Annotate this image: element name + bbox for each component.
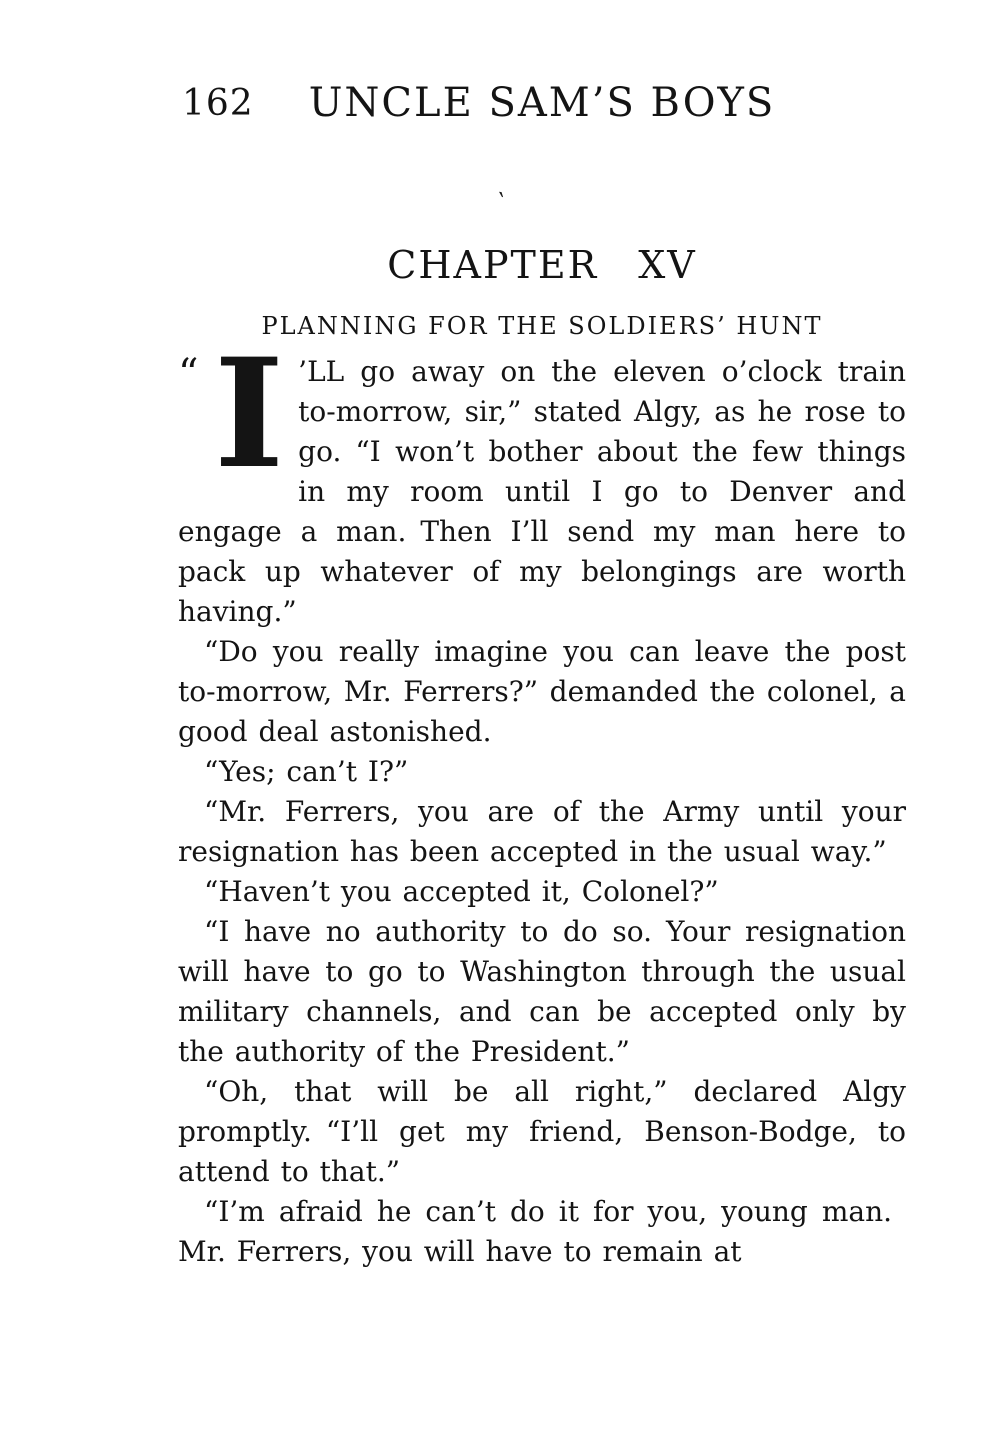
paragraph — [178, 792, 906, 872]
scan-artifact-mark: ‵ — [494, 187, 505, 219]
dropcap-letter: I — [214, 326, 285, 502]
paragraph — [178, 872, 906, 912]
paragraph — [178, 632, 906, 752]
running-title: UNCLE SAM’S BOYS — [308, 80, 776, 126]
opening-quote-mark: “ — [178, 351, 197, 397]
paragraph-text: “Yes; can’t I?” — [204, 755, 409, 788]
paragraph — [178, 1192, 906, 1272]
paragraph-text: “I have no authority to do so. Your resignation will have to go to Washington through the usual military channels, and can be accepted only by the authority of the President.” — [178, 915, 906, 1068]
paragraph-text: “Haven’t you accepted it, Colonel?” — [204, 875, 719, 908]
page-header — [178, 80, 906, 124]
paragraph — [178, 1072, 906, 1192]
paragraph — [178, 752, 906, 792]
paragraph-text: “Oh, that will be all right,” declared Algy promptly. “I’ll get my friend, Benson-Bodge, to attend to that.” — [178, 1075, 906, 1188]
paragraph-text: “Do you really imagine you can leave the post to-morrow, Mr. Ferrers?” demanded the colonel, a good deal astonished. — [178, 635, 906, 748]
chapter-heading: CHAPTER XV — [387, 243, 697, 287]
page-number: 162 — [182, 83, 254, 124]
chapter-subtitle: PLANNING FOR THE SOLDIERS’ HUNT — [261, 312, 823, 340]
paragraph — [178, 912, 906, 1072]
paragraph-text: “Mr. Ferrers, you are of the Army until your resignation has been accepted in the usual way.” — [178, 795, 906, 868]
paragraph-text: “I’m afraid he can’t do it for you, young man. Mr. Ferrers, you will have to remain at — [178, 1195, 906, 1268]
paragraph-text: ’LL go away on the eleven o’clock train to-morrow, sir,” stated Algy, as he rose to go. “I won’t bother about the few things in my room until I go to Denver and engage a man. Then I’ll send my man here to pack up whatever of my belongings are worth having.” — [178, 355, 906, 628]
